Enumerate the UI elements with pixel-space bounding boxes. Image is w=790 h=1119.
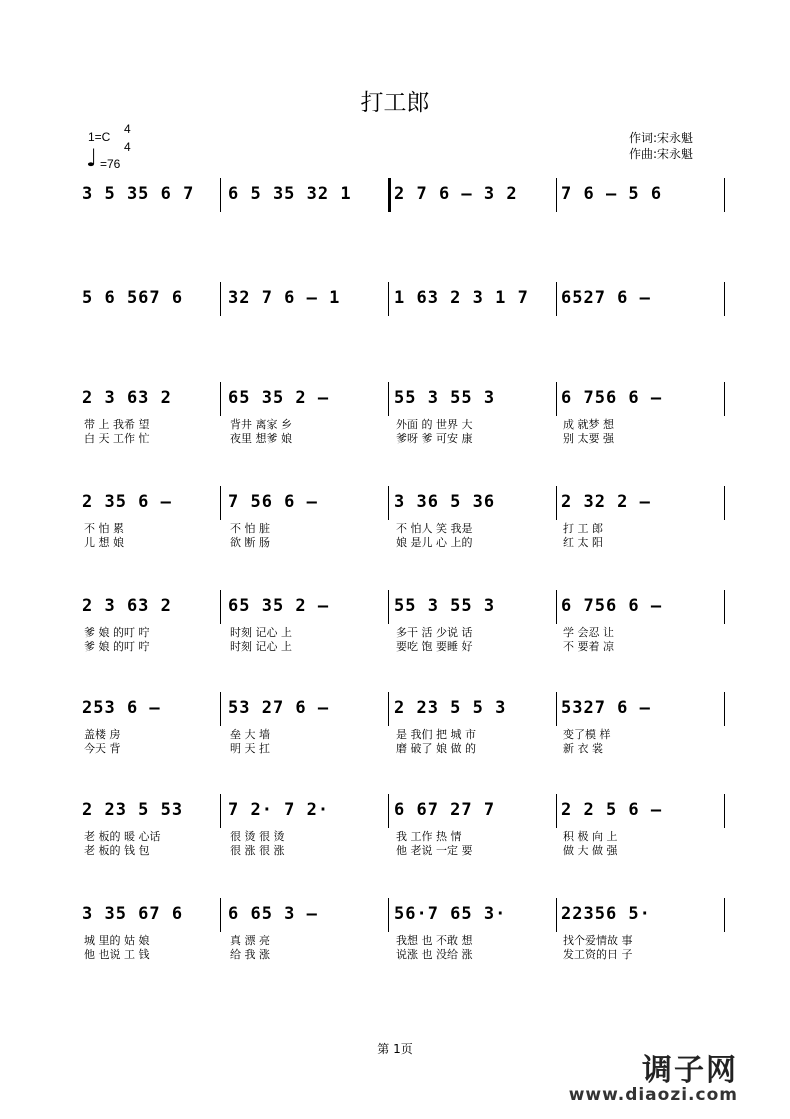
bar-line: [724, 590, 725, 624]
bar-line: [220, 692, 221, 726]
lyric-line: 是 我们 把 城 市: [396, 728, 476, 741]
bar-line: [388, 486, 389, 520]
lyric-line: 老 板的 暖 心话: [84, 830, 161, 843]
lyric-line: 时刻 记心 上: [230, 626, 292, 639]
measure-notes: 6 5 35 32 1: [228, 184, 352, 204]
measure-notes: 5 6 567 6: [82, 288, 184, 308]
lyric-line: 老 板的 钱 包: [84, 844, 150, 857]
lyric-line: 城 里的 姑 娘: [84, 934, 150, 947]
bar-line: [220, 898, 221, 932]
measure-notes: 7 2· 7 2·: [228, 800, 330, 820]
bar-line: [388, 282, 389, 316]
lyric-line: 不 要着 凉: [563, 640, 614, 653]
lyric-line: 成 就梦 想: [563, 418, 614, 431]
lyric-line: 爹呀 爹 可安 康: [396, 432, 473, 445]
measure-notes: 2 3 63 2: [82, 596, 172, 616]
lyric-line: 我想 也 不敢 想: [396, 934, 473, 947]
measure-notes: 22356 5·: [561, 904, 651, 924]
measure-notes: 6 756 6 —: [561, 388, 663, 408]
measure-notes: 5327 6 —: [561, 698, 651, 718]
bar-line: [556, 282, 557, 316]
lyric-line: 他 也说 工 钱: [84, 948, 150, 961]
tempo-marking: =76: [100, 157, 121, 171]
bar-line: [388, 898, 389, 932]
measure-notes: 2 23 5 53: [82, 800, 184, 820]
key-signature: 1=C: [88, 130, 111, 144]
lyric-line: 他 老说 一定 要: [396, 844, 473, 857]
bar-line: [724, 382, 725, 416]
lyric-line: 积 极 向 上: [563, 830, 618, 843]
time-signature-top: 4: [124, 122, 131, 136]
composer-credit: 作曲:宋永魁: [629, 147, 694, 161]
lyric-line: 不 怕 累: [84, 522, 124, 535]
lyric-line: 不 怕人 笑 我是: [396, 522, 473, 535]
measure-notes: 65 35 2 —: [228, 596, 330, 616]
page-number: 第 1页: [377, 1042, 413, 1056]
bar-line: [220, 590, 221, 624]
bar-line: [724, 486, 725, 520]
measure-notes: 65 35 2 —: [228, 388, 330, 408]
bar-line: [388, 382, 389, 416]
measure-notes: 53 27 6 —: [228, 698, 330, 718]
quarter-note-icon: ♩: [86, 144, 98, 172]
measure-notes: 6 65 3 —: [228, 904, 318, 924]
measure-notes: 55 3 55 3: [394, 388, 496, 408]
bar-line: [388, 178, 391, 212]
lyric-line: 发工资的日 子: [563, 948, 633, 961]
lyric-line: 多干 活 少说 话: [396, 626, 473, 639]
bar-line: [556, 486, 557, 520]
lyric-line: 垒 大 墙: [230, 728, 270, 741]
lyric-line: 欲 断 肠: [230, 536, 270, 549]
measure-notes: 6 67 27 7: [394, 800, 496, 820]
bar-line: [724, 692, 725, 726]
measure-notes: 3 36 5 36: [394, 492, 496, 512]
measure-notes: 7 56 6 —: [228, 492, 318, 512]
lyric-line: 不 怕 脏: [230, 522, 270, 535]
lyric-line: 学 会忍 让: [563, 626, 614, 639]
bar-line: [220, 486, 221, 520]
bar-line: [556, 692, 557, 726]
lyric-line: 红 太 阳: [563, 536, 603, 549]
lyric-line: 磨 破了 娘 做 的: [396, 742, 476, 755]
lyric-line: 找个爱情故 事: [563, 934, 633, 947]
lyric-line: 新 衣 裳: [563, 742, 603, 755]
lyric-line: 明 天 扛: [230, 742, 270, 755]
measure-notes: 2 3 63 2: [82, 388, 172, 408]
bar-line: [388, 794, 389, 828]
lyric-line: 盖楼 房: [84, 728, 121, 741]
lyric-line: 时刻 记心 上: [230, 640, 292, 653]
bar-line: [724, 794, 725, 828]
measure-notes: 6527 6 —: [561, 288, 651, 308]
lyric-line: 真 漂 亮: [230, 934, 270, 947]
bar-line: [724, 178, 725, 212]
lyric-line: 背井 离家 乡: [230, 418, 292, 431]
bar-line: [556, 794, 557, 828]
lyric-line: 变了模 样: [563, 728, 611, 741]
bar-line: [220, 382, 221, 416]
time-signature-bottom: 4: [124, 140, 131, 154]
lyric-line: 做 大 做 强: [563, 844, 618, 857]
lyric-line: 别 太要 强: [563, 432, 614, 445]
lyric-line: 外面 的 世界 大: [396, 418, 473, 431]
bar-line: [388, 590, 389, 624]
lyric-line: 给 我 涨: [230, 948, 270, 961]
measure-notes: 3 5 35 6 7: [82, 184, 195, 204]
measure-notes: 253 6 —: [82, 698, 161, 718]
lyric-line: 爹 娘 的叮 咛: [84, 640, 150, 653]
bar-line: [556, 382, 557, 416]
bar-line: [388, 692, 389, 726]
measure-notes: 7 6 — 5 6: [561, 184, 663, 204]
bar-line: [556, 898, 557, 932]
measure-notes: 56·7 65 3·: [394, 904, 507, 924]
measure-notes: 1 63 2 3 1 7: [394, 288, 529, 308]
measure-notes: 2 35 6 —: [82, 492, 172, 512]
lyric-line: 带 上 我希 望: [84, 418, 150, 431]
lyric-line: 说涨 也 没给 涨: [396, 948, 473, 961]
bar-line: [556, 178, 557, 212]
lyric-line: 打 工 郎: [563, 522, 603, 535]
lyric-line: 娘 是儿 心 上的: [396, 536, 473, 549]
measure-notes: 32 7 6 — 1: [228, 288, 341, 308]
measure-notes: 2 23 5 5 3: [394, 698, 507, 718]
bar-line: [220, 794, 221, 828]
measure-notes: 2 7 6 — 3 2: [394, 184, 518, 204]
lyric-line: 今天 背: [84, 742, 121, 755]
measure-notes: 2 2 5 6 —: [561, 800, 663, 820]
bar-line: [220, 282, 221, 316]
watermark-url: www.diaozi.com: [568, 1085, 738, 1105]
measure-notes: 2 32 2 —: [561, 492, 651, 512]
bar-line: [724, 898, 725, 932]
lyric-line: 夜里 想爹 娘: [230, 432, 292, 445]
measure-notes: 6 756 6 —: [561, 596, 663, 616]
lyricist-credit: 作词:宋永魁: [629, 131, 694, 145]
lyric-line: 我 工作 热 情: [396, 830, 462, 843]
lyric-line: 很 烫 很 烫: [230, 830, 285, 843]
measure-notes: 55 3 55 3: [394, 596, 496, 616]
bar-line: [556, 590, 557, 624]
watermark-logo: 调子网: [642, 1053, 738, 1088]
lyric-line: 要吃 饱 要睡 好: [396, 640, 473, 653]
bar-line: [724, 282, 725, 316]
lyric-line: 爹 娘 的叮 咛: [84, 626, 150, 639]
lyric-line: 很 涨 很 涨: [230, 844, 285, 857]
bar-line: [220, 178, 221, 212]
page-title: 打工郎: [360, 90, 430, 116]
lyric-line: 儿 想 娘: [84, 536, 124, 549]
measure-notes: 3 35 67 6: [82, 904, 184, 924]
lyric-line: 白 天 工作 忙: [84, 432, 150, 445]
